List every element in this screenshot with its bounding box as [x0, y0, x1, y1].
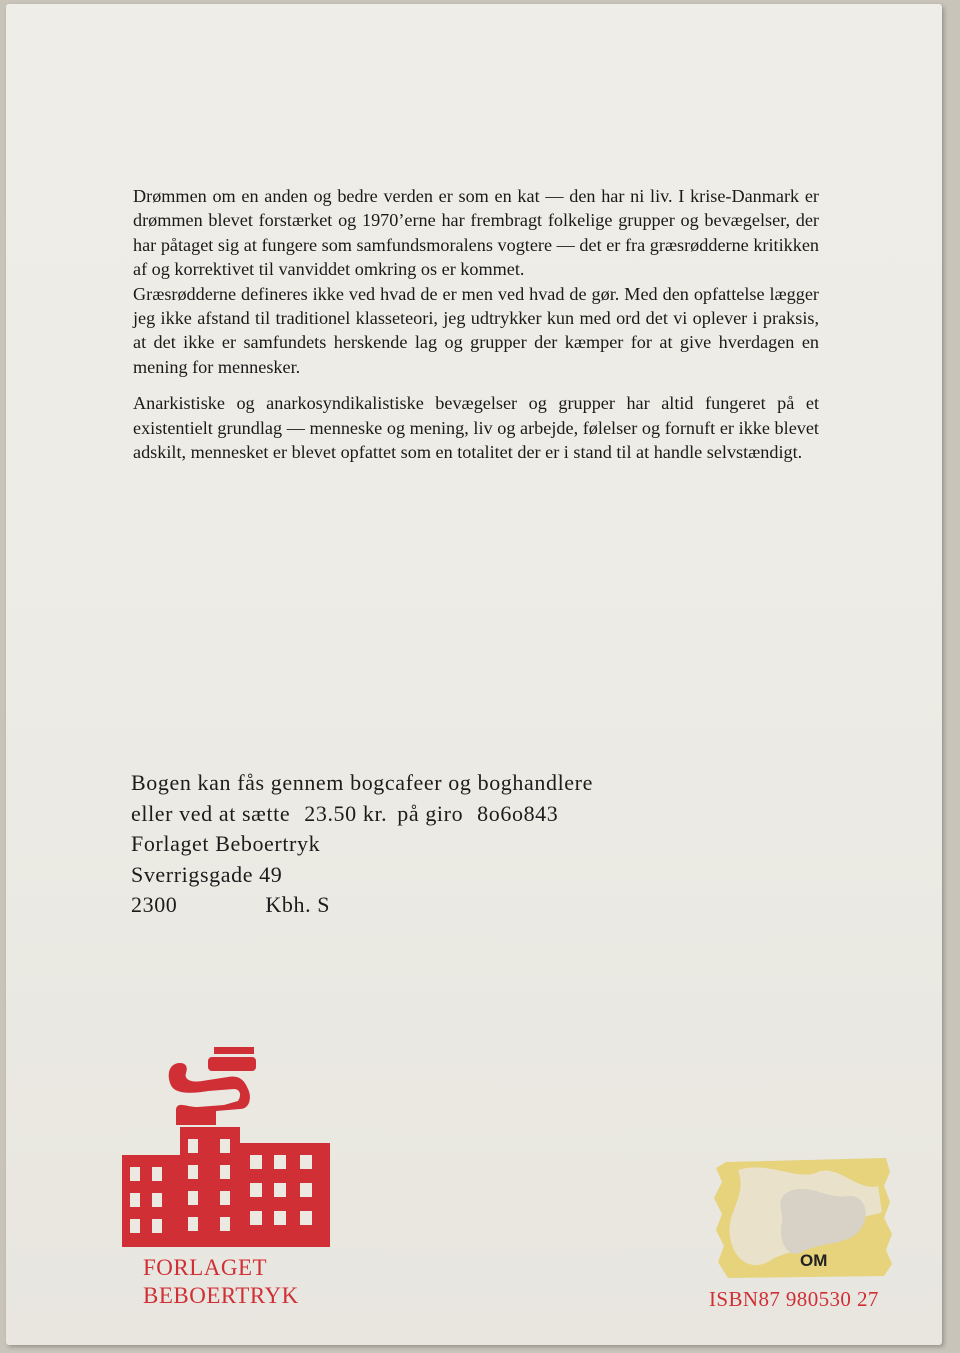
blurb-paragraph-2: Græsrødderne defineres ikke ved hvad de er men ved hvad de gør. Med den opfattelse lægger jeg ikke afstand til traditionel klasseteori, jeg udtrykker kun med ord det vi oplever i praksis, at det ikke er samfundets herskende lag og grupper der kæmper for at give hverdagen en mening for mennesker.: [133, 283, 819, 377]
blurb-text: [133, 184, 819, 464]
price: 23.50 kr.: [304, 800, 388, 826]
order-line-2: [131, 801, 593, 832]
logo-text-line-2: BEBOERTRYK: [143, 1283, 299, 1308]
postal-line: [131, 892, 593, 923]
order-info: [131, 770, 593, 923]
publisher-name: Forlaget Beboertryk: [131, 831, 321, 856]
publisher-logo-icon: [116, 1039, 346, 1269]
city: Kbh. S: [265, 892, 331, 917]
order-line-2-mid: på giro: [397, 800, 464, 826]
book-back-cover: [6, 4, 942, 1345]
isbn-number: ISBN87 980530 27: [709, 1287, 879, 1311]
blurb-paragraph-3: Anarkistiske og anarkosyndikalistiske bevægelser og grupper har altid fungeret på et existentielt grundlag — menneske og mening, liv og arbejde, følelser og fornuft er ikke blevet adskilt, mennesket er blevet opfattet som en totalitet der er i stand til at handle selvstændigt.: [133, 393, 819, 463]
blurb-paragraph-1: Drømmen om en anden og bedre verden er som en kat — den har ni liv. I krise-Danmark er drømmen blevet forstærket og 1970’erne har frembragt folkelige grupper og bevægelser, der har påtaget sig at fungere som samfundsmoralens vogtere — det er fra græsrødderne kritikken af og korrektivet til vanviddet omkring os er kommet.: [133, 186, 819, 280]
order-line-1: Bogen kan fås gennem bogcafeer og boghandlere: [131, 770, 593, 795]
sticker-text: OM: [800, 1251, 828, 1270]
postcode: 2300: [131, 892, 178, 917]
giro-number: 8o6o843: [477, 800, 559, 826]
price-sticker-residue-icon: [708, 1152, 898, 1282]
logo-text-line-1: FORLAGET: [143, 1255, 268, 1280]
street-address: Sverrigsgade 49: [131, 861, 283, 887]
publisher-logo-text: [143, 1254, 299, 1310]
order-line-2-prefix: eller ved at sætte: [131, 800, 291, 826]
